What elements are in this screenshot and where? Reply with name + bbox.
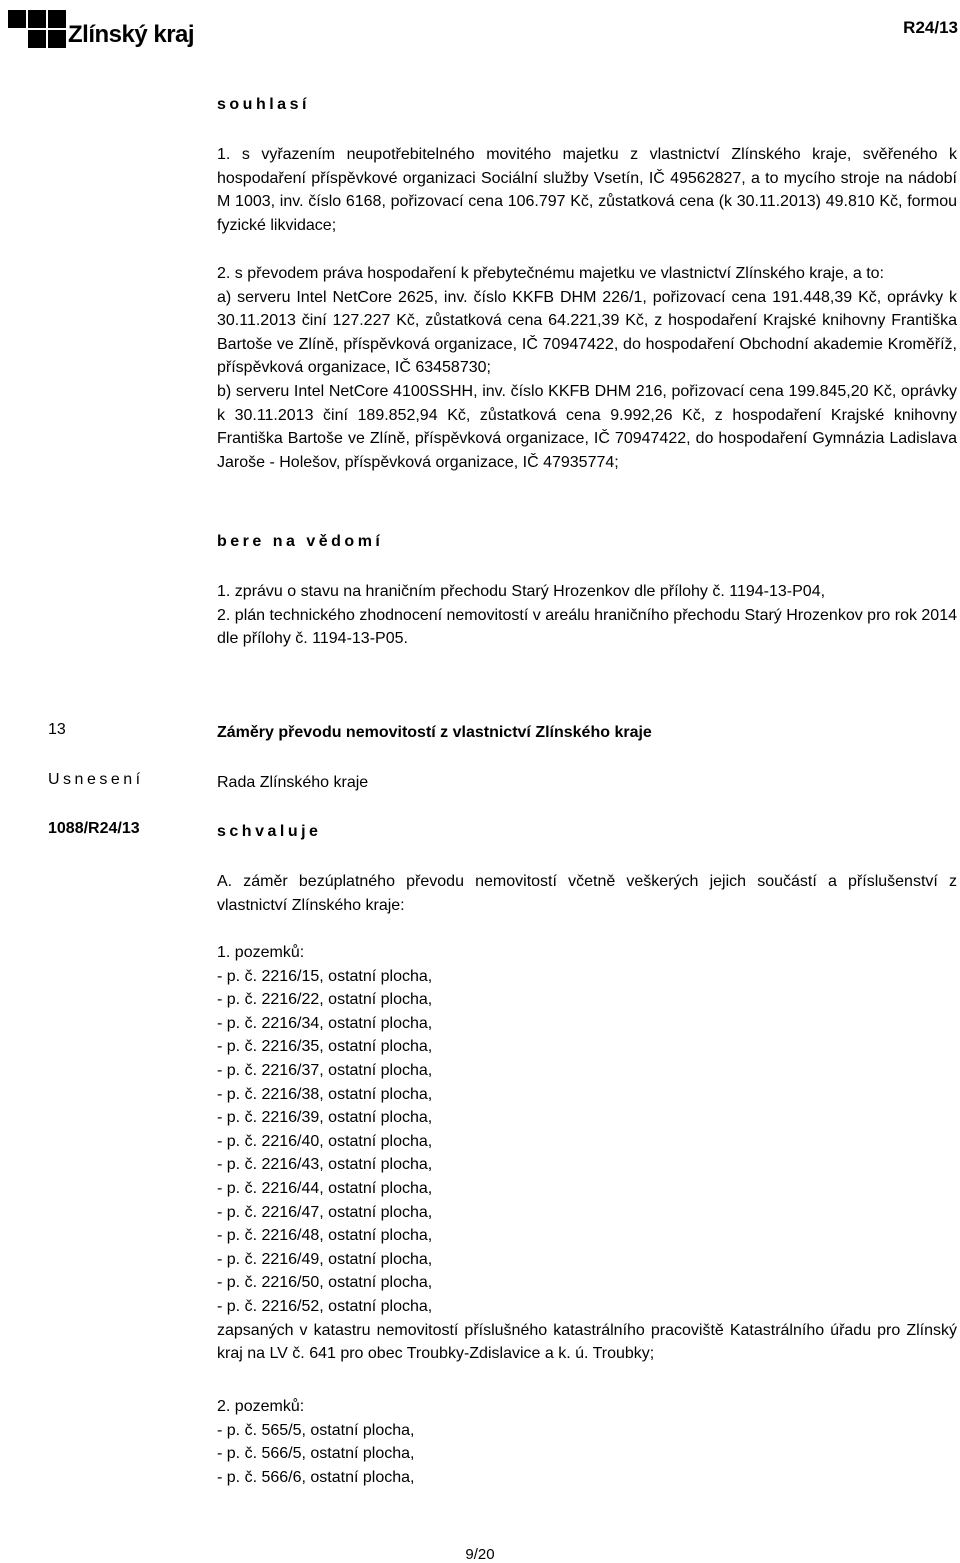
list-item: - p. č. 566/6, ostatní plocha, xyxy=(217,1468,415,1486)
resolution-id: 1088/R24/13 xyxy=(48,820,140,837)
list-item: - p. č. 565/5, ostatní plocha, xyxy=(217,1421,415,1439)
list-item: - p. č. 2216/44, ostatní plocha, xyxy=(217,1179,433,1197)
list-item: - p. č. 2216/37, ostatní plocha, xyxy=(217,1061,433,1079)
souhlasi-item-1 xyxy=(217,143,957,237)
section-heading-souhlasi: souhlasí xyxy=(217,96,310,113)
section-heading-bere: bere na vědomí xyxy=(217,533,384,550)
souhlasi-item-2-b: b) serveru Intel NetCore 4100SSHH, inv. číslo KKFB DHM 216, pořizovací cena 199.845,20 Kč, oprávky k 30.11.2013 činí 189.852,94 Kč, zůstatková cena 9.992,26 Kč, z hospodaření Krajské knihovny Františka Bartoše ve Zlíně, příspěvková organizace, IČ 70947422, do hospodaření Gymnázia Ladislava Jaroše - Holešov, příspěvková organizace, IČ 47935774; xyxy=(217,382,957,471)
bere-item-2: 2. plán technického zhodnocení nemovitostí v areálu hraničního přechodu Starý Hrozenkov pro rok 2014 dle přílohy č. 1194-13-P05. xyxy=(217,606,957,648)
agenda-title: Záměry převodu nemovitostí z vlastnictví Zlínského kraje xyxy=(217,724,652,741)
list-item: - p. č. 2216/52, ostatní plocha, xyxy=(217,1297,433,1315)
list-item: - p. č. 2216/43, ostatní plocha, xyxy=(217,1156,433,1174)
list-item: - p. č. 2216/40, ostatní plocha, xyxy=(217,1132,433,1150)
pozemky-2-list xyxy=(217,1419,957,1490)
rada-label: Rada Zlínského kraje xyxy=(217,774,369,791)
pozemky-2-heading: 2. pozemků: xyxy=(217,1398,305,1415)
pozemky-2-block xyxy=(217,1395,957,1489)
list-item: - p. č. 2216/38, ostatní plocha, xyxy=(217,1085,433,1103)
point-a xyxy=(217,870,957,917)
schvaluje-heading: schvaluje xyxy=(217,823,322,840)
list-item: - p. č. 2216/50, ostatní plocha, xyxy=(217,1274,433,1292)
souhlasi-item-2-intro: 2. s převodem práva hospodaření k přebytečnému majetku ve vlastnictví Zlínského kraje, a to: xyxy=(217,265,884,282)
pozemky-1-heading: 1. pozemků: xyxy=(217,944,305,961)
page-number: 9/20 xyxy=(465,1546,495,1563)
point-a-text: A. záměr bezúplatného převodu nemovitostí včetně veškerých jejich součástí a příslušenství z vlastnictví Zlínského kraje: xyxy=(217,873,957,914)
list-item: - p. č. 2216/22, ostatní plocha, xyxy=(217,991,433,1009)
bere-items xyxy=(217,580,957,651)
list-item: - p. č. 2216/15, ostatní plocha, xyxy=(217,967,433,985)
section-souhlasi xyxy=(217,93,957,117)
logo-text: Zlínský kraj xyxy=(68,21,195,48)
list-item: - p. č. 2216/35, ostatní plocha, xyxy=(217,1038,433,1056)
section-bere xyxy=(217,530,957,554)
souhlasi-item-1-text: 1. s vyřazením neupotřebitelného movitého majetku z vlastnictví Zlínského kraje, svěřeného k hospodaření příspěvkové organizaci Sociální služby Vsetín, IČ 49562827, a to mycího stroje na nádobí M 1003, inv. číslo 6168, pořizovací cena 106.797 Kč, zůstatková cena (k 30.11.2013) 49.810 Kč, formou fyzické likvidace; xyxy=(217,146,957,234)
list-item: - p. č. 2216/34, ostatní plocha, xyxy=(217,1014,433,1032)
usneseni-label: Usnesení xyxy=(48,771,144,788)
pozemky-1-list xyxy=(217,965,957,1319)
souhlasi-item-2 xyxy=(217,262,957,474)
list-item: - p. č. 2216/49, ostatní plocha, xyxy=(217,1250,433,1268)
souhlasi-item-2-a: a) serveru Intel NetCore 2625, inv. číslo KKFB DHM 226/1, pořizovací cena 191.448,39 Kč, oprávky k 30.11.2013 činí 127.227 Kč, zůstatková cena 64.221,39 Kč, z hospodaření Krajské knihovny Františka Bartoše ve Zlíně, příspěvková organizace, IČ 70947422, do hospodaření Obchodní akademie Kroměříž, příspěvková organizace, IČ 63458730; xyxy=(217,288,957,377)
page-header xyxy=(0,0,960,60)
list-item: - p. č. 2216/47, ostatní plocha, xyxy=(217,1203,433,1221)
list-item: - p. č. 2216/39, ostatní plocha, xyxy=(217,1109,433,1127)
list-item: - p. č. 566/5, ostatní plocha, xyxy=(217,1445,415,1463)
agenda-number: 13 xyxy=(48,721,66,738)
pozemky-1-note: zapsaných v katastru nemovitostí příslušného katastrálního pracoviště Katastrálního úřadu pro Zlínský kraj na LV č. 641 pro obec Troubky-Zdislavice a k. ú. Troubky; xyxy=(217,1321,957,1363)
bere-item-1: 1. zprávu o stavu na hraničním přechodu Starý Hrozenkov dle přílohy č. 1194-13-P04, xyxy=(217,583,826,600)
document-code: R24/13 xyxy=(903,18,958,37)
pozemky-1-block xyxy=(217,941,957,1366)
list-item: - p. č. 2216/48, ostatní plocha, xyxy=(217,1227,433,1245)
